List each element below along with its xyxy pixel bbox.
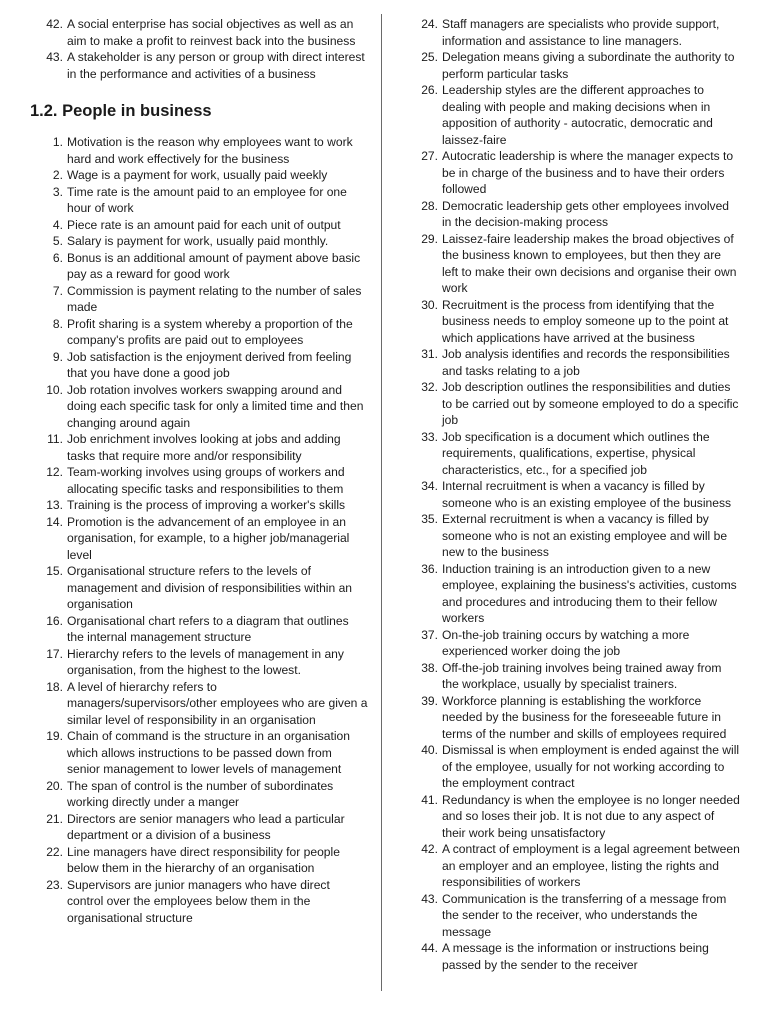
item-text: Supervisors are junior managers who have direct control over the employees below them in the organisational structure — [67, 877, 330, 925]
item-text: Off-the-job training involves being trained away from the workplace, usually by specialist trainers. — [442, 660, 722, 691]
list-item — [405, 429, 740, 479]
item-number: 39. — [421, 693, 438, 708]
people-in-business-list-right — [405, 16, 740, 973]
item-text: Time rate is the amount paid to an employee for one hour of work — [67, 184, 347, 215]
item-text: Redundancy is when the employee is no longer needed and so loses their job. It is not due to any aspect of their work being unsatisfactory — [442, 792, 740, 840]
item-number: 31. — [421, 347, 438, 361]
item-text: External recruitment is when a vacancy is filled by someone who is not an existing employee and will be new to the business — [442, 512, 728, 559]
item-text: Bonus is an additional amount of payment above basic pay as a reward for good work — [67, 250, 361, 281]
list-item — [30, 778, 368, 811]
list-item — [30, 134, 368, 167]
column-divider — [381, 14, 382, 991]
item-number: 43. — [46, 50, 63, 64]
item-number: 27. — [421, 149, 438, 163]
item-number: 38. — [421, 660, 438, 675]
item-text: Democratic leadership gets other employees involved in the decision-making process — [442, 198, 730, 229]
people-in-business-list-left — [30, 134, 368, 926]
item-text: Piece rate is an amount paid for each unit of output — [67, 217, 341, 232]
item-number: 35. — [421, 512, 438, 526]
list-item — [405, 346, 740, 379]
list-item — [405, 891, 740, 941]
item-number: 34. — [421, 479, 438, 493]
item-text: Job enrichment involves looking at jobs and adding tasks that require more and/or responsibility — [67, 432, 341, 463]
item-text: Delegation means giving a subordinate the authority to perform particular tasks — [442, 50, 735, 81]
list-item — [30, 167, 368, 184]
list-item — [30, 283, 368, 316]
list-item — [405, 16, 740, 49]
item-text: Line managers have direct responsibility for people below them in the hierarchy of an organisation — [67, 844, 340, 875]
item-number: 19. — [46, 729, 63, 743]
item-number: 32. — [421, 380, 438, 394]
item-number: 43. — [421, 891, 438, 906]
list-item — [30, 646, 368, 679]
list-item — [30, 16, 368, 49]
item-number: 10. — [46, 382, 63, 397]
item-number: 15. — [46, 564, 63, 578]
item-number: 36. — [421, 561, 438, 576]
item-text: A social enterprise has social objectives as well as an aim to make a profit to reinvest back into the business — [67, 17, 356, 48]
item-number: 40. — [421, 743, 438, 757]
item-text: Wage is a payment for work, usually paid weekly — [67, 168, 328, 182]
item-text: Motivation is the reason why employees want to work hard and work effectively for the business — [67, 135, 353, 166]
item-number: 42. — [46, 17, 63, 31]
list-item — [30, 844, 368, 877]
item-number: 7. — [52, 283, 63, 298]
item-text: Internal recruitment is when a vacancy is filled by someone who is an existing employee of the business — [442, 479, 732, 510]
list-item — [30, 464, 368, 497]
item-number: 14. — [46, 514, 63, 529]
list-item — [405, 693, 740, 743]
list-item — [405, 49, 740, 82]
list-item — [30, 316, 368, 349]
list-item — [30, 563, 368, 613]
item-text: Hierarchy refers to the levels of management in any organisation, from the highest to the lowest. — [67, 646, 344, 677]
list-item — [405, 792, 740, 842]
item-number: 44. — [421, 941, 438, 955]
item-number: 9. — [52, 349, 63, 364]
item-text: Staff managers are specialists who provide support, information and assistance to line managers. — [442, 17, 720, 48]
item-text: Job description outlines the responsibilities and duties to be carried out by someone employed to do a specific job — [442, 380, 739, 427]
item-text: Workforce planning is establishing the workforce needed by the business for the foreseeable future in terms of the number and skills of employees required — [442, 693, 727, 741]
item-text: Job satisfaction is the enjoyment derived from feeling that you have done a good job — [67, 349, 352, 380]
item-text: Leadership styles are the different approaches to dealing with people and making decisions when in apposition of authority - autocratic, democratic and laissez-faire — [442, 83, 713, 147]
list-item — [405, 379, 740, 429]
item-number: 29. — [421, 231, 438, 246]
item-number: 41. — [421, 792, 438, 807]
list-item — [405, 82, 740, 148]
item-text: Organisational structure refers to the levels of management and division of responsibilities within an organisation — [67, 564, 353, 611]
list-item — [405, 742, 740, 792]
item-text: The span of control is the number of subordinates working directly under a manger — [67, 778, 334, 809]
list-item — [405, 231, 740, 297]
list-item — [405, 940, 740, 973]
item-text: A level of hierarchy refers to managers/supervisors/other employees who are given a similar level of responsibility in an organisation — [67, 679, 368, 727]
item-number: 33. — [421, 429, 438, 444]
list-item — [405, 841, 740, 891]
item-text: Training is the process of improving a worker's skills — [67, 498, 346, 512]
item-text: Autocratic leadership is where the manager expects to be in charge of the business and to have their orders followed — [442, 149, 734, 196]
list-item — [30, 613, 368, 646]
item-text: Directors are senior managers who lead a particular department or a division of a business — [67, 811, 345, 842]
item-text: A contract of employment is a legal agreement between an employer and an employee, listing the rights and responsibilities of workers — [442, 842, 740, 889]
list-item — [405, 627, 740, 660]
item-number: 42. — [421, 842, 438, 856]
item-text: Team-working involves using groups of workers and allocating specific tasks and responsibilities to them — [67, 465, 345, 496]
list-item — [405, 478, 740, 511]
list-item — [30, 431, 368, 464]
list-item — [30, 217, 368, 234]
item-number: 2. — [52, 168, 63, 182]
item-number: 4. — [52, 217, 63, 232]
item-text: Communication is the transferring of a message from the sender to the receiver, who understands the message — [442, 891, 727, 939]
left-column — [30, 0, 368, 926]
item-number: 5. — [52, 234, 63, 248]
section-heading: 1.2. People in business — [30, 102, 212, 120]
list-item — [405, 198, 740, 231]
list-item — [30, 728, 368, 778]
item-text: A stakeholder is any person or group with direct interest in the performance and activities of a business — [67, 50, 365, 81]
item-number: 11. — [47, 432, 63, 446]
list-item — [405, 297, 740, 347]
item-text: Chain of command is the structure in an organisation which allows instructions to be passed down from senior management to lower levels of management — [67, 729, 351, 776]
item-text: Laissez-faire leadership makes the broad objectives of the business known to employees, but then they are left to make their own decisions and organise their own work — [442, 231, 737, 295]
item-number: 21. — [46, 811, 63, 826]
list-item — [30, 679, 368, 729]
list-item — [30, 184, 368, 217]
list-item — [30, 877, 368, 927]
item-number: 20. — [46, 778, 63, 793]
list-item — [405, 148, 740, 198]
list-item — [30, 250, 368, 283]
item-number: 17. — [46, 646, 63, 661]
item-text: On-the-job training occurs by watching a more experienced worker doing the job — [442, 627, 690, 658]
list-item — [30, 349, 368, 382]
item-number: 23. — [46, 877, 63, 892]
item-number: 26. — [421, 83, 438, 97]
item-number: 25. — [421, 50, 438, 64]
item-number: 16. — [46, 613, 63, 628]
list-item — [405, 561, 740, 627]
item-text: Organisational chart refers to a diagram that outlines the internal management structure — [67, 613, 349, 644]
list-item — [30, 497, 368, 514]
item-number: 22. — [46, 844, 63, 859]
item-text: Profit sharing is a system whereby a proportion of the company's profits are paid out to employees — [67, 316, 353, 347]
item-text: Salary is payment for work, usually paid monthly. — [67, 234, 329, 248]
list-item — [30, 49, 368, 82]
right-column — [405, 0, 740, 973]
list-item — [405, 511, 740, 561]
item-number: 6. — [52, 250, 63, 265]
item-text: Induction training is an introduction given to a new employee, explaining the business's activities, customs and procedures and introducing them to their fellow workers — [442, 561, 737, 625]
item-number: 30. — [421, 297, 438, 312]
item-number: 12. — [46, 465, 63, 479]
list-item — [30, 233, 368, 250]
item-text: Job specification is a document which outlines the requirements, qualifications, expertise, physical characteristics, etc., for a specified job — [442, 429, 710, 477]
item-number: 28. — [421, 198, 438, 213]
item-number: 13. — [46, 498, 63, 512]
item-number: 18. — [46, 679, 63, 694]
list-item — [30, 382, 368, 432]
item-text: Recruitment is the process from identifying that the business needs to employ someone up to the point at which applications have arrived at the business — [442, 297, 729, 345]
item-text: Commission is payment relating to the number of sales made — [67, 283, 362, 314]
list-item — [405, 660, 740, 693]
item-text: Promotion is the advancement of an employee in an organisation, for example, to a higher job/managerial level — [67, 514, 350, 562]
item-text: A message is the information or instructions being passed by the sender to the receiver — [442, 941, 709, 972]
previous-section-list — [30, 16, 368, 82]
item-number: 1. — [52, 135, 63, 149]
item-text: Job analysis identifies and records the responsibilities and tasks relating to a job — [442, 347, 730, 378]
list-item — [30, 811, 368, 844]
item-number: 3. — [52, 184, 63, 199]
item-number: 37. — [421, 627, 438, 642]
item-text: Job rotation involves workers swapping around and doing each specific task for only a limited time and then changing around again — [67, 382, 364, 430]
item-text: Dismissal is when employment is ended against the will of the employee, usually for not working according to the employment contract — [442, 743, 740, 790]
item-number: 24. — [421, 17, 438, 31]
list-item — [30, 514, 368, 564]
item-number: 8. — [52, 316, 63, 331]
